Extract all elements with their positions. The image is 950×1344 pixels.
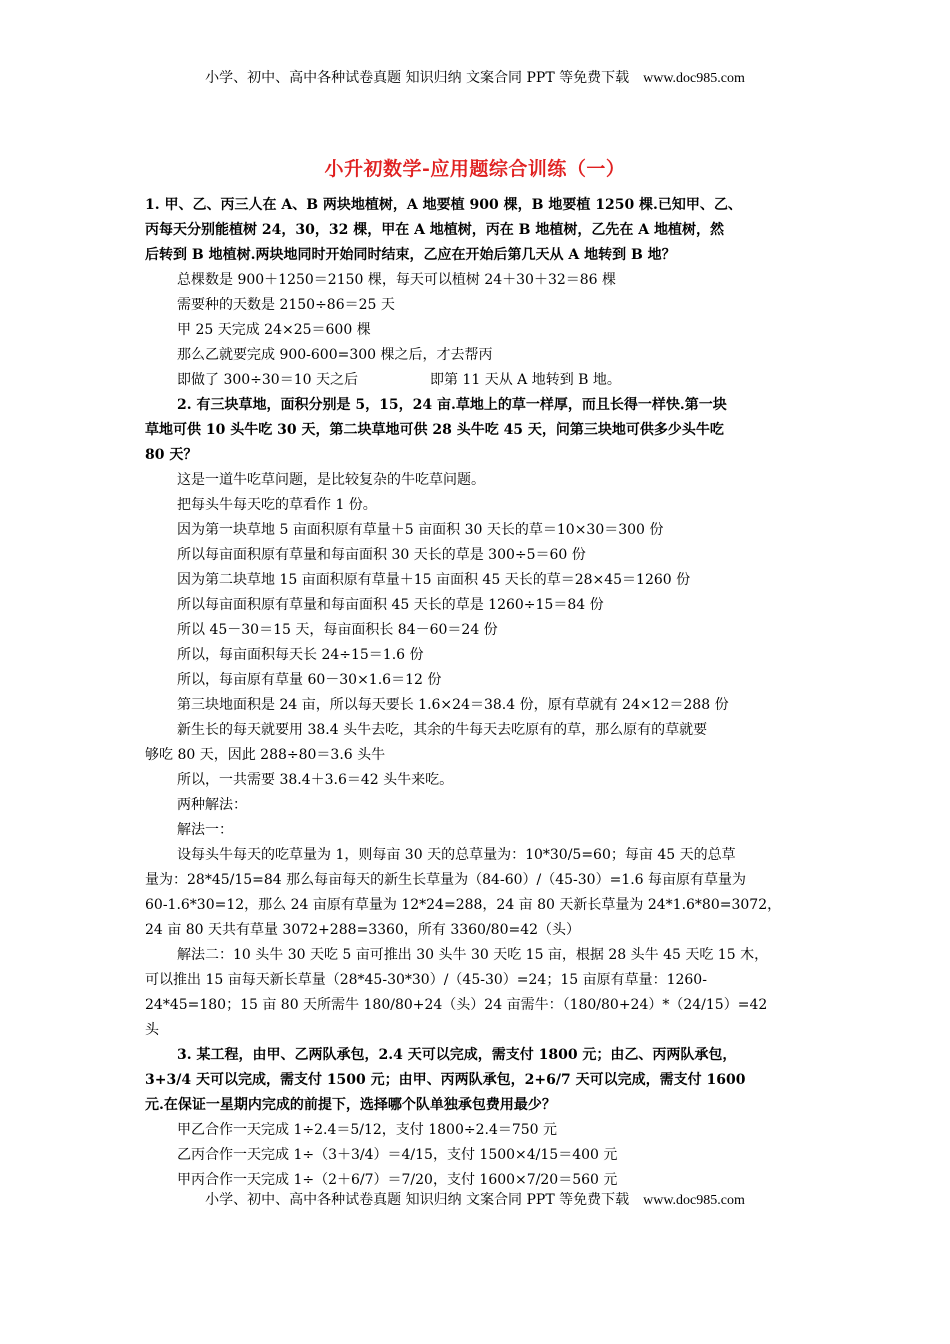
q1-question-line: 1. 甲、乙、丙三人在 A、B 两块地植树，A 地要植 900 棵，B 地要植 1250 棵.已知甲、乙、 bbox=[145, 197, 742, 213]
q3-question-line: 3+3/4 天可以完成，需支付 1500 元；由甲、丙两队承包，2+6/7 天可以完成，需支付 1600 bbox=[145, 1072, 746, 1088]
q2-cows-line: 够吃 80 天，因此 288÷80＝3.6 头牛 bbox=[145, 747, 386, 763]
q1-answer-days: 即做了 300÷30＝10 天之后 bbox=[177, 372, 358, 388]
q1-question-line: 丙每天分别能植树 24，30，32 棵，甲在 A 地植树，丙在 B 地植树，乙先在 A 地植树，然 bbox=[145, 222, 724, 238]
q2-cows-line: 新生长的每天就要用 38.4 头牛去吃，其余的牛每天去吃原有的草，那么原有的草就要 bbox=[177, 722, 708, 738]
q1-answer-final bbox=[145, 368, 809, 393]
q2-answer-line: 因为第一块草地 5 亩面积原有草量＋5 亩面积 30 天长的草＝10×30＝300 份 bbox=[177, 522, 664, 538]
q1-answer-line: 那么乙就要完成 900-600=300 棵之后，才去帮丙 bbox=[177, 347, 493, 363]
header-text: 小学、初中、高中各种试卷真题 知识归纳 文案合同 PPT 等免费下载 bbox=[205, 70, 630, 86]
q3-question-line: 3. 某工程，由甲、乙两队承包，2.4 天可以完成，需支付 1800 元；由乙、丙两队承包， bbox=[177, 1047, 737, 1063]
q1-answer-line: 需要种的天数是 2150÷86＝25 天 bbox=[177, 297, 395, 313]
q2-answer-line: 所以每亩面积原有草量和每亩面积 45 天长的草是 1260÷15＝84 份 bbox=[177, 597, 604, 613]
q2-answer-line: 这是一道牛吃草问题，是比较复杂的牛吃草问题。 bbox=[177, 472, 485, 488]
document-body bbox=[145, 193, 809, 1193]
footer-text: 小学、初中、高中各种试卷真题 知识归纳 文案合同 PPT 等免费下载 bbox=[205, 1192, 630, 1208]
q2-method1-line: 量为：28*45/15=84 那么每亩每天的新生长草量为（84-60）/（45-30）=1.6 每亩原有草量为 bbox=[145, 872, 747, 888]
q2-conclusion-line: 两种解法： bbox=[177, 797, 247, 813]
q2-method2-line: 头 bbox=[145, 1022, 159, 1038]
q3-answer-line: 甲乙合作一天完成 1÷2.4＝5/12，支付 1800÷2.4＝750 元 bbox=[177, 1122, 558, 1138]
q2-answer-line: 所以，每亩原有草量 60－30×1.6＝12 份 bbox=[177, 672, 442, 688]
q2-method1-line: 60-1.6*30=12，那么 24 亩原有草量为 12*24=288，24 亩 80 天新长草量为 24*1.6*80=3072， bbox=[145, 897, 782, 913]
q2-answer-line: 把每头牛每天吃的草看作 1 份。 bbox=[177, 497, 377, 513]
q1-answer-result: 即第 11 天从 A 地转到 B 地。 bbox=[429, 372, 621, 388]
q2-answer-line: 所以每亩面积原有草量和每亩面积 30 天长的草是 300÷5＝60 份 bbox=[177, 547, 586, 563]
footer-site[interactable]: www.doc985.com bbox=[643, 1193, 745, 1208]
q3-question-line: 元.在保证一星期内完成的前提下，选择哪个队单独承包费用最少？ bbox=[145, 1097, 556, 1113]
q2-answer-line: 所以，每亩面积每天长 24÷15＝1.6 份 bbox=[177, 647, 424, 663]
q3-answer-line: 乙丙合作一天完成 1÷（3＋3/4）＝4/15，支付 1500×4/15＝400 元 bbox=[177, 1147, 618, 1163]
q3-answer-line: 甲丙合作一天完成 1÷（2＋6/7）＝7/20，支付 1600×7/20＝560 元 bbox=[177, 1172, 618, 1188]
document-title: 小升初数学-应用题综合训练（一） bbox=[324, 158, 626, 180]
q1-answer-line: 甲 25 天完成 24×25＝600 棵 bbox=[177, 322, 371, 338]
q2-answer-line: 第三块地面积是 24 亩，所以每天要长 1.6×24＝38.4 份，原有草就有 24×12＝288 份 bbox=[177, 697, 729, 713]
q2-method1-line: 24 亩 80 天共有草量 3072+288=3360，所有 3360/80=42（头） bbox=[145, 922, 581, 938]
q2-conclusion-line: 所以，一共需要 38.4＋3.6＝42 头牛来吃。 bbox=[177, 772, 454, 788]
q2-method2-line: 解法二：10 头牛 30 天吃 5 亩可推出 30 头牛 30 天吃 15 亩，根据 28 头牛 45 天吃 15 木， bbox=[177, 947, 769, 963]
q2-question-line: 80 天？ bbox=[145, 447, 198, 463]
page-footer bbox=[0, 1190, 950, 1211]
q2-answer-line: 因为第二块草地 15 亩面积原有草量＋15 亩面积 45 天长的草＝28×45＝1260 份 bbox=[177, 572, 691, 588]
page-header bbox=[0, 68, 950, 89]
q2-conclusion-line: 解法一： bbox=[177, 822, 233, 838]
q2-method1-line: 设每头牛每天的吃草量为 1，则每亩 30 天的总草量为：10*30/5=60；每亩 45 天的总草 bbox=[177, 847, 736, 863]
q2-method2-line: 可以推出 15 亩每天新长草量（28*45-30*30）/（45-30）=24；15 亩原有草量：1260- bbox=[145, 972, 707, 988]
q2-method2-line: 24*45=180；15 亩 80 天所需牛 180/80+24（头）24 亩需牛：（180/80+24）*（24/15）=42 bbox=[145, 997, 768, 1013]
q2-question-line: 草地可供 10 头牛吃 30 天，第二块草地可供 28 头牛吃 45 天，问第三块地可供多少头牛吃 bbox=[145, 422, 724, 438]
q1-question-line: 后转到 B 地植树.两块地同时开始同时结束，乙应在开始后第几天从 A 地转到 B 地？ bbox=[145, 247, 676, 263]
q2-answer-line: 所以 45－30＝15 天，每亩面积长 84－60＝24 份 bbox=[177, 622, 498, 638]
header-site[interactable]: www.doc985.com bbox=[643, 71, 745, 86]
q2-question-line: 2. 有三块草地，面积分别是 5，15，24 亩.草地上的草一样厚，而且长得一样快.第一块 bbox=[177, 397, 727, 413]
q1-answer-line: 总棵数是 900＋1250＝2150 棵，每天可以植树 24＋30＋32＝86 棵 bbox=[177, 272, 617, 288]
